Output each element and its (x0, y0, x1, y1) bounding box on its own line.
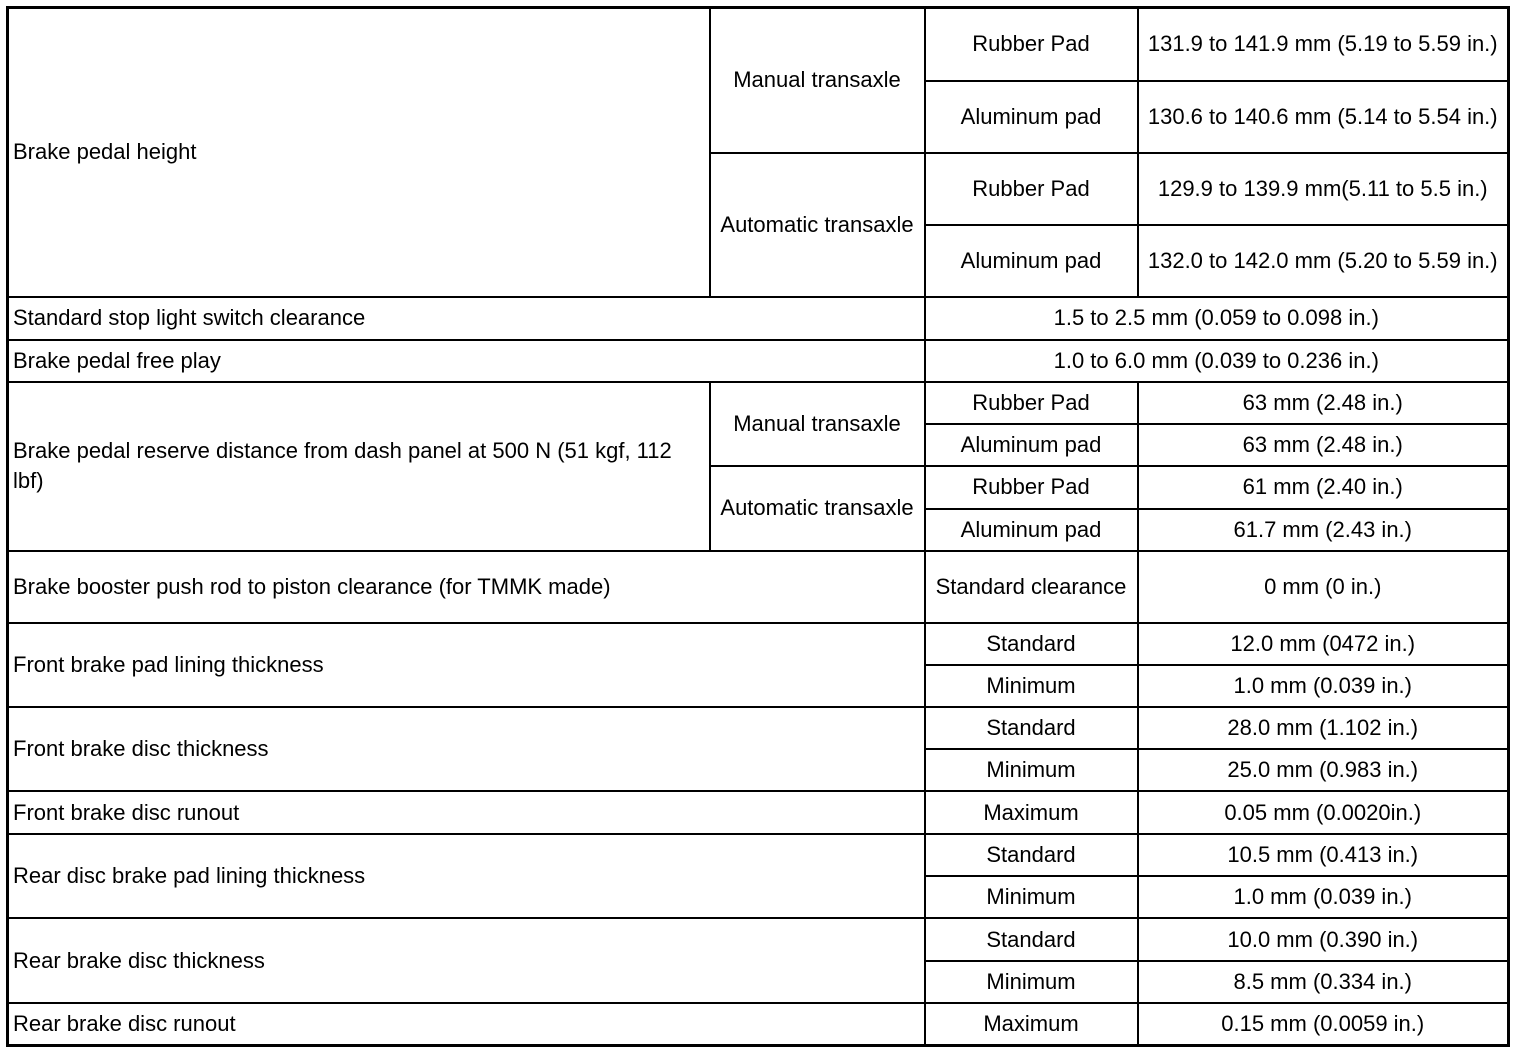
pad-type: Aluminum pad (925, 424, 1138, 466)
table-row (8, 623, 1509, 665)
spec-label: Standard (925, 623, 1138, 665)
pad-type: Aluminum pad (925, 81, 1138, 153)
spec-value: 129.9 to 139.9 mm(5.11 to 5.5 in.) (1138, 153, 1509, 225)
spec-label: Minimum (925, 961, 1138, 1003)
pad-type: Rubber Pad (925, 153, 1138, 225)
pad-type: Aluminum pad (925, 509, 1138, 551)
table-row (8, 791, 1509, 834)
transaxle-manual: Manual transaxle (710, 382, 925, 466)
spec-label: Standard clearance (925, 551, 1138, 623)
item-rear-pad-lining: Rear disc brake pad lining thickness (8, 834, 925, 918)
spec-label: Maximum (925, 1003, 1138, 1045)
table-row (8, 551, 1509, 623)
spec-label: Maximum (925, 791, 1138, 834)
spec-value: 1.5 to 2.5 mm (0.059 to 0.098 in.) (925, 297, 1509, 340)
item-pedal-reserve-distance: Brake pedal reserve distance from dash panel at 500 N (51 kgf, 112 lbf) (8, 382, 710, 551)
item-booster-push-rod-clearance: Brake booster push rod to piston clearance (for TMMK made) (8, 551, 925, 623)
spec-label: Standard (925, 918, 1138, 961)
spec-value: 130.6 to 140.6 mm (5.14 to 5.54 in.) (1138, 81, 1509, 153)
table-row (8, 918, 1509, 961)
spec-value: 1.0 mm (0.039 in.) (1138, 876, 1509, 918)
pad-type: Rubber Pad (925, 382, 1138, 424)
item-stop-light-clearance: Standard stop light switch clearance (8, 297, 925, 340)
spec-value: 10.5 mm (0.413 in.) (1138, 834, 1509, 876)
spec-value: 0.05 mm (0.0020in.) (1138, 791, 1509, 834)
spec-label: Minimum (925, 749, 1138, 791)
spec-value: 1.0 to 6.0 mm (0.039 to 0.236 in.) (925, 340, 1509, 382)
spec-value: 63 mm (2.48 in.) (1138, 382, 1509, 424)
item-front-disc-runout: Front brake disc runout (8, 791, 925, 834)
spec-value: 61.7 mm (2.43 in.) (1138, 509, 1509, 551)
item-rear-disc-runout: Rear brake disc runout (8, 1003, 925, 1045)
spec-label: Minimum (925, 876, 1138, 918)
spec-value: 12.0 mm (0472 in.) (1138, 623, 1509, 665)
item-pedal-free-play: Brake pedal free play (8, 340, 925, 382)
item-front-pad-lining: Front brake pad lining thickness (8, 623, 925, 707)
spec-value: 8.5 mm (0.334 in.) (1138, 961, 1509, 1003)
item-pedal-height: Brake pedal height (8, 8, 710, 297)
table-row (8, 340, 1509, 382)
spec-value: 61 mm (2.40 in.) (1138, 466, 1509, 509)
pad-type: Rubber Pad (925, 466, 1138, 509)
transaxle-automatic: Automatic transaxle (710, 466, 925, 551)
transaxle-manual: Manual transaxle (710, 8, 925, 153)
table-row (8, 297, 1509, 340)
brake-specification-table (6, 6, 1510, 1047)
table-row (8, 8, 1509, 81)
spec-value: 28.0 mm (1.102 in.) (1138, 707, 1509, 749)
table-row (8, 707, 1509, 749)
item-rear-disc-thickness: Rear brake disc thickness (8, 918, 925, 1003)
item-front-disc-thickness: Front brake disc thickness (8, 707, 925, 791)
transaxle-automatic: Automatic transaxle (710, 153, 925, 297)
spec-value: 132.0 to 142.0 mm (5.20 to 5.59 in.) (1138, 225, 1509, 297)
spec-value: 131.9 to 141.9 mm (5.19 to 5.59 in.) (1138, 8, 1509, 81)
spec-value: 0.15 mm (0.0059 in.) (1138, 1003, 1509, 1045)
spec-value: 63 mm (2.48 in.) (1138, 424, 1509, 466)
spec-value: 0 mm (0 in.) (1138, 551, 1509, 623)
table-row (8, 834, 1509, 876)
spec-value: 10.0 mm (0.390 in.) (1138, 918, 1509, 961)
spec-value: 1.0 mm (0.039 in.) (1138, 665, 1509, 707)
table-row (8, 382, 1509, 424)
spec-label: Standard (925, 834, 1138, 876)
pad-type: Rubber Pad (925, 8, 1138, 81)
spec-value: 25.0 mm (0.983 in.) (1138, 749, 1509, 791)
table-row (8, 1003, 1509, 1045)
pad-type: Aluminum pad (925, 225, 1138, 297)
spec-label: Minimum (925, 665, 1138, 707)
spec-label: Standard (925, 707, 1138, 749)
